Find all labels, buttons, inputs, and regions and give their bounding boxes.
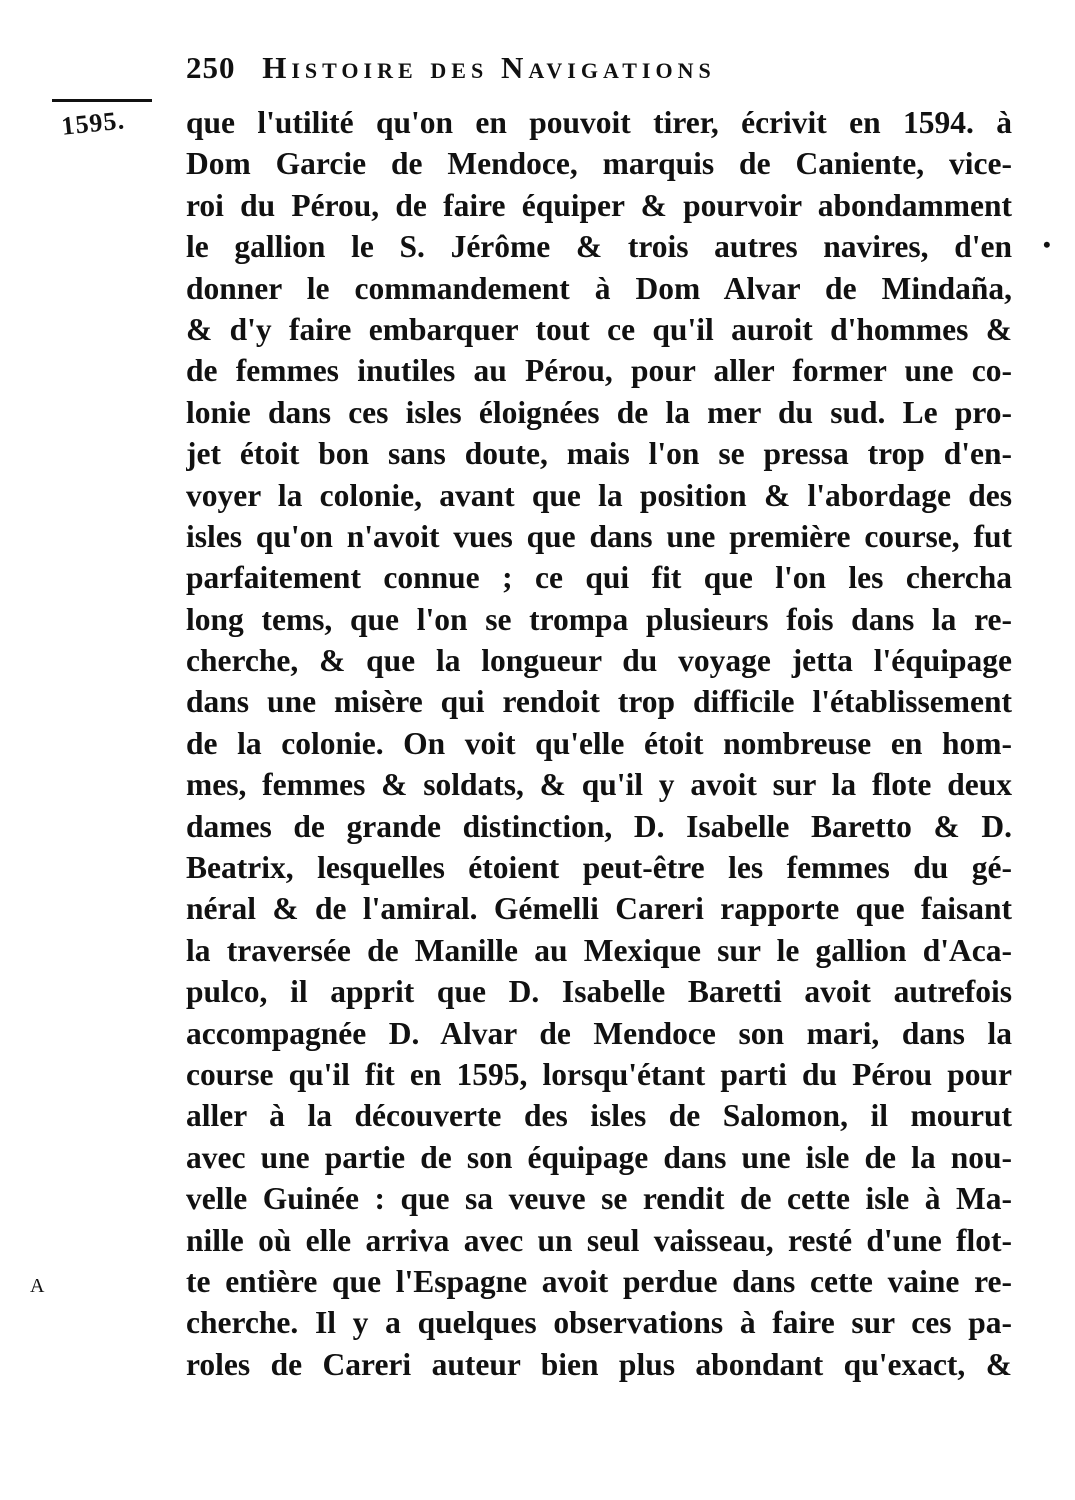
text-line: le gallion le S. Jérôme & trois autres navires, d'en bbox=[186, 229, 1012, 265]
text-line: accompagnée D. Alvar de Mendoce son mari, dans la bbox=[186, 1015, 1012, 1051]
margin-rule bbox=[52, 99, 152, 102]
stray-dot-mark: • bbox=[1043, 232, 1051, 257]
text-line: voyer la colonie, avant que la position & l'abordage des bbox=[186, 477, 1012, 513]
text-line: roles de Careri auteur bien plus abondant qu'exact, & bbox=[186, 1346, 1012, 1382]
text-line: long tems, que l'on se trompa plusieurs fois dans la re- bbox=[186, 601, 1012, 637]
margin-year-note: 1595. bbox=[60, 105, 127, 141]
text-line: Dom Garcie de Mendoce, marquis de Caniente, vice- bbox=[186, 146, 1012, 182]
text-line: aller à la découverte des isles de Salomon, il mourut bbox=[186, 1098, 1012, 1134]
text-line: de la colonie. On voit qu'elle étoit nombreuse en hom- bbox=[186, 725, 1012, 761]
text-line: velle Guinée : que sa veuve se rendit de cette isle à Ma- bbox=[186, 1181, 1012, 1217]
running-title: Histoire des Navigations bbox=[262, 50, 716, 85]
text-line: nille où elle arriva avec un seul vaisseau, resté d'une flot- bbox=[186, 1222, 1012, 1258]
text-line: Beatrix, lesquelles étoient peut-être les femmes du gé- bbox=[186, 850, 1012, 886]
text-line: néral & de l'amiral. Gémelli Careri rapporte que faisant bbox=[186, 891, 1012, 927]
text-line: isles qu'on n'avoit vues que dans une première course, fut bbox=[186, 518, 1012, 554]
text-line: & d'y faire embarquer tout ce qu'il auroit d'hommes & bbox=[186, 311, 1012, 347]
text-line: lonie dans ces isles éloignées de la mer du sud. Le pro- bbox=[186, 394, 1012, 430]
text-line: jet étoit bon sans doute, mais l'on se pressa trop d'en- bbox=[186, 436, 1012, 472]
text-line: la traversée de Manille au Mexique sur le gallion d'Aca- bbox=[186, 932, 1012, 968]
body-text bbox=[186, 102, 1012, 1385]
text-line: pulco, il apprit que D. Isabelle Baretti avoit autrefois bbox=[186, 974, 1012, 1010]
text-line: course qu'il fit en 1595, lorsqu'étant parti du Pérou pour bbox=[186, 1056, 1012, 1092]
text-line: avec une partie de son équipage dans une isle de la nou- bbox=[186, 1139, 1012, 1175]
text-line: dames de grande distinction, D. Isabelle Baretto & D. bbox=[186, 808, 1012, 844]
stray-print-mark: A bbox=[30, 1275, 45, 1297]
text-line: roi du Pérou, de faire équiper & pourvoir abondamment bbox=[186, 187, 1012, 223]
page-number: 250 bbox=[186, 50, 236, 85]
text-line: cherche. Il y a quelques observations à faire sur ces pa- bbox=[186, 1305, 1012, 1341]
text-line: mes, femmes & soldats, & qu'il y avoit sur la flote deux bbox=[186, 767, 1012, 803]
text-line: donner le commandement à Dom Alvar de Mindaña, bbox=[186, 270, 1012, 306]
text-line: dans une misère qui rendoit trop difficile l'établissement bbox=[186, 684, 1012, 720]
text-line: parfaitement connue ; ce qui fit que l'on les chercha bbox=[186, 560, 1012, 596]
text-line: que l'utilité qu'on en pouvoit tirer, écrivit en 1594. à bbox=[186, 105, 1012, 140]
text-line: te entière que l'Espagne avoit perdue dans cette vaine re- bbox=[186, 1263, 1012, 1299]
text-line: de femmes inutiles au Pérou, pour aller former une co- bbox=[186, 353, 1012, 389]
text-line: cherche, & que la longueur du voyage jetta l'équipage bbox=[186, 643, 1012, 679]
running-header bbox=[186, 44, 926, 92]
